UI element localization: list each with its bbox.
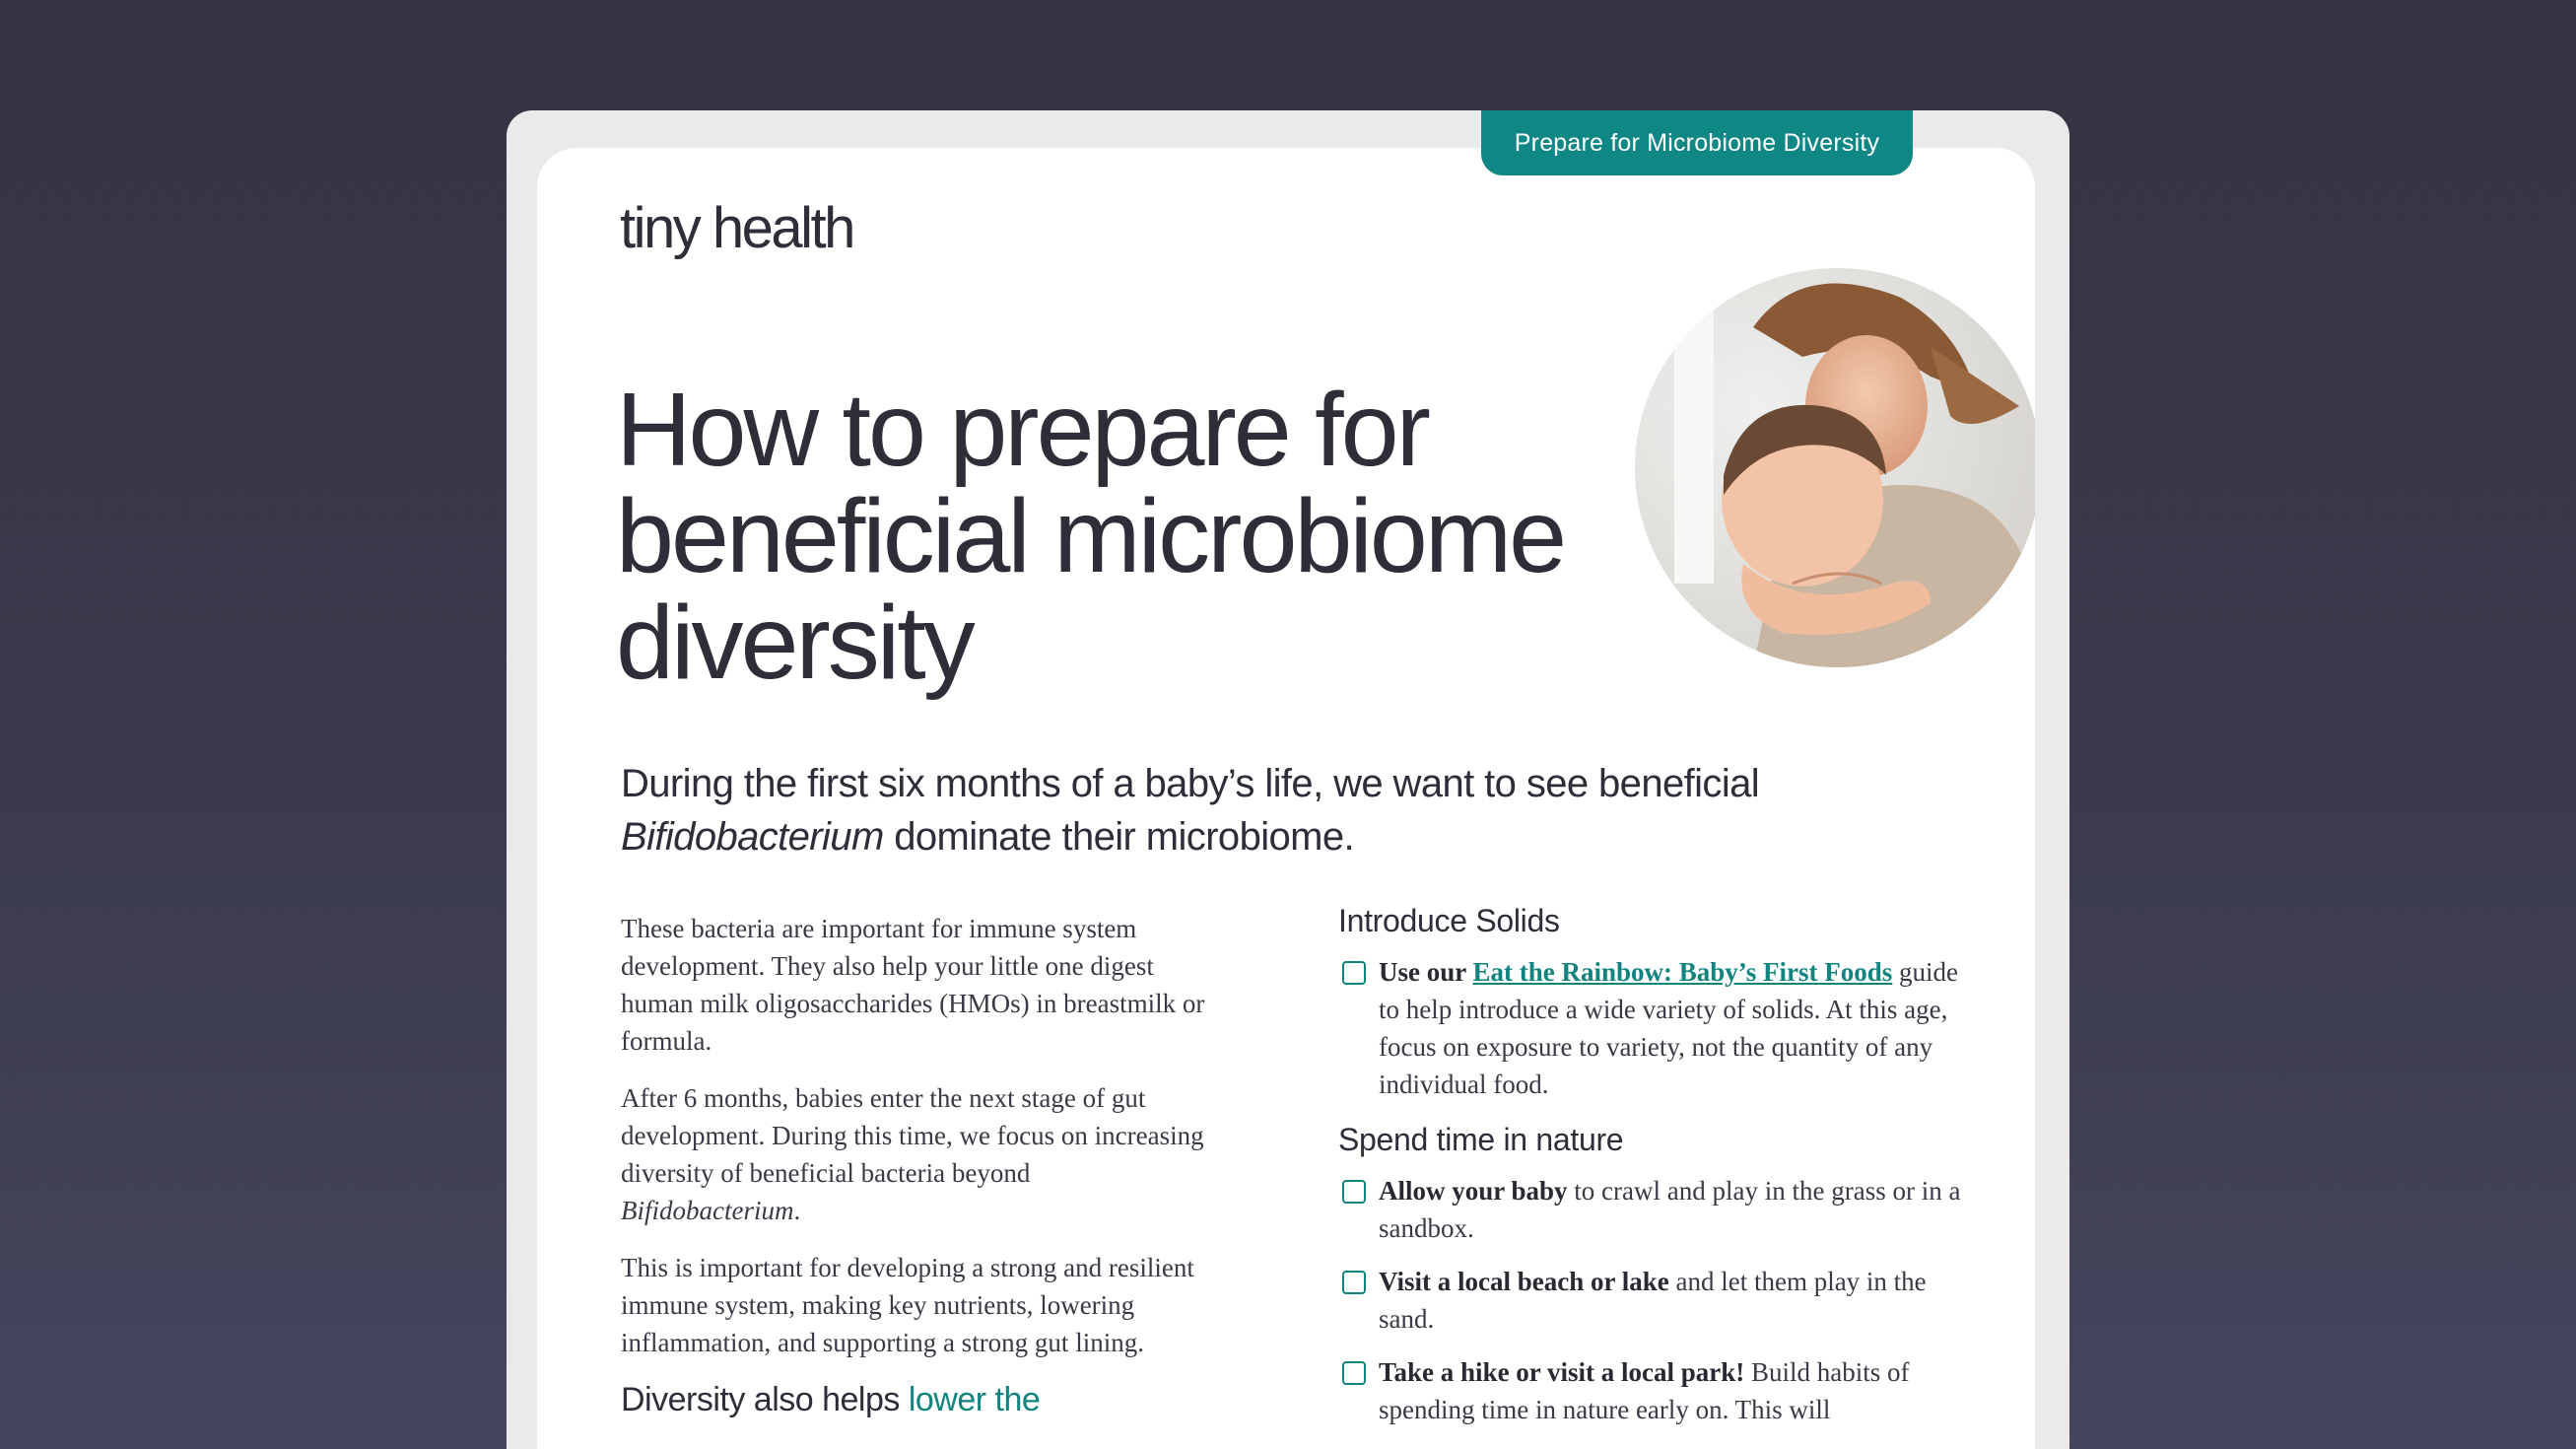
lower-link[interactable]: lower the	[908, 1381, 1041, 1418]
section-heading-solids: Introduce Solids	[1338, 903, 1560, 938]
checkbox-icon[interactable]	[1342, 1361, 1366, 1385]
checklist-item: Take a hike or visit a local park! Build habits of spending time in nature early on. This will	[1338, 1353, 1969, 1428]
diversity-subhead: Diversity also helps lower the	[621, 1381, 1041, 1418]
checklist-item: Allow your baby to crawl and play in the grass or in a sandbox.	[1338, 1172, 1969, 1247]
paragraph-3: This is important for developing a strong and resilient immune system, making key nutrients, lowering inflammation, and supporting a strong gut lining.	[621, 1253, 1194, 1357]
checklist-item: Use our Eat the Rainbow: Baby’s First Foods guide to help introduce a wide variety of solids. At this age, focus on exposure to variety, not the quantity of any individual food.	[1338, 953, 1969, 1103]
checkbox-icon[interactable]	[1342, 1180, 1366, 1204]
eat-the-rainbow-link[interactable]: Eat the Rainbow: Baby’s First Foods	[1472, 957, 1893, 987]
left-column	[621, 910, 1212, 1438]
mother-and-baby-photo	[1635, 268, 2035, 667]
checkbox-icon[interactable]	[1342, 1271, 1366, 1294]
paragraph-2: After 6 months, babies enter the next stage of gut development. During this time, we focus on increasing diversity of beneficial bacteria beyond Bifidobacterium.	[621, 1083, 1204, 1225]
page-title: How to prepare for beneficial microbiome diversity	[616, 372, 1565, 701]
checkbox-icon[interactable]	[1342, 961, 1366, 985]
lead-paragraph: During the first six months of a baby’s life, we want to see beneficial Bifidobacterium dominate their microbiome.	[621, 762, 1760, 859]
paragraph-1: These bacteria are important for immune system development. They also help your little one digest human milk oligosaccharides (HMOs) in breastmilk or formula.	[621, 914, 1205, 1056]
tiny-health-logo: tiny health	[620, 196, 853, 260]
document-tab[interactable]: Prepare for Microbiome Diversity	[1481, 110, 1913, 175]
section-heading-nature: Spend time in nature	[1338, 1122, 1624, 1157]
right-column	[1338, 902, 1969, 1444]
checklist-item: Visit a local beach or lake and let them play in the sand.	[1338, 1263, 1969, 1338]
document-page	[537, 148, 2035, 1449]
